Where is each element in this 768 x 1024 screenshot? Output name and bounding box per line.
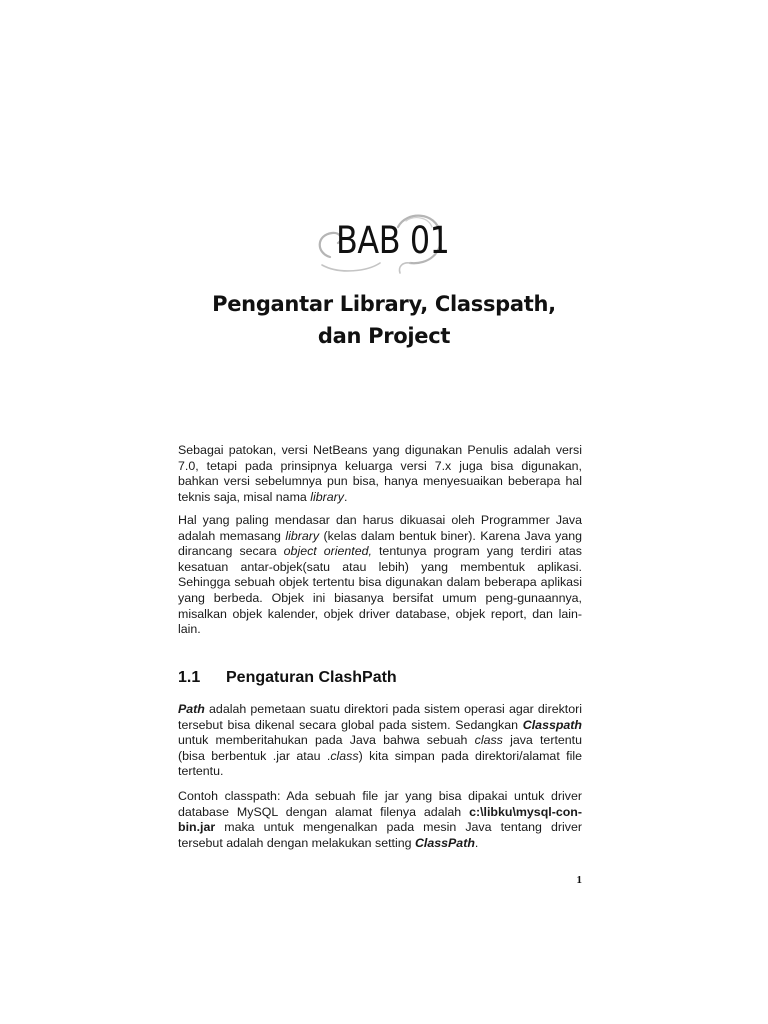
chapter-title-line-2: dan Project: [317, 324, 451, 348]
text-run: (kelas dalam bentuk biner). Karena Java yang dirancang secara: [178, 528, 582, 559]
page-number: 1: [576, 874, 582, 886]
section-title: Pengaturan ClashPath: [226, 669, 397, 686]
text-run-italic: class: [330, 748, 359, 763]
chapter-label: BAB 01: [336, 219, 450, 262]
text-run-bold-italic: ClassPath: [414, 835, 475, 850]
chapter-mark: [310, 205, 450, 280]
text-run-italic: library: [285, 528, 320, 543]
text-run-bold-italic: Path: [178, 702, 205, 716]
text-run: .: [474, 835, 479, 850]
text-run: Sebagai patokan, versi NetBeans yang digunakan Penulis adalah versi 7.0, tetapi pada prinsipnya keluarga versi 7.x juga bisa digunakan, bahkan versi sebelumnya pun bisa, hanya menyesuaikan beberapa hal teknis saja, misal nama: [178, 443, 582, 504]
text-run-bold: c:\libku\mysql-con-bin.jar: [178, 804, 582, 835]
section-number: 1.1: [178, 669, 201, 686]
text-run: Hal yang paling mendasar dan harus dikuasai oleh Programmer Java adalah memasang: [178, 513, 582, 543]
section-paragraph-2: [178, 789, 582, 851]
text-run: ) kita simpan pada direktori/alamat file tertentu.: [178, 748, 582, 779]
chapter-title: [0, 288, 768, 352]
text-run: untuk memberitahukan pada Java bahwa sebuah: [178, 733, 475, 748]
text-run-bold-italic: Classpath: [522, 717, 582, 732]
intro-paragraph-1: [178, 443, 582, 505]
intro-paragraph-2: [178, 513, 582, 638]
text-run: maka untuk mengenalkan pada mesin Java tentang driver tersebut adalah dengan melakukan setting: [178, 820, 582, 850]
chapter-title-line-1: Pengantar Library, Classpath,: [212, 292, 556, 316]
text-run: adalah pemetaan suatu direktori pada sistem operasi agar direktori tersebut bisa dikenal secara global pada sistem. Sedangkan: [178, 702, 582, 732]
section-paragraph-1: [178, 702, 582, 780]
text-run-italic: class: [474, 733, 503, 748]
section-heading: [178, 669, 397, 687]
text-run: .: [343, 489, 348, 504]
text-run-italic: object oriented,: [283, 544, 372, 559]
text-run: java tertentu (bisa berbentuk .jar atau .: [178, 733, 583, 763]
text-run-italic: library: [310, 489, 344, 504]
text-run: Contoh classpath: Ada sebuah file jar yang bisa dipakai untuk driver database MySQL dengan alamat filenya adalah: [178, 789, 582, 819]
text-run: tentunya program yang terdiri atas kesatuan antar-objek(satu atau lebih) yang membentuk aplikasi. Sehingga sebuah objek tertentu bisa digunakan dalam beberapa aplikasi yang berbeda. Objek ini biasanya bersifat umum peng-gunaannya, misalkan objek kalender, objek driver database, objek report, dan lain-lain.: [178, 544, 582, 637]
